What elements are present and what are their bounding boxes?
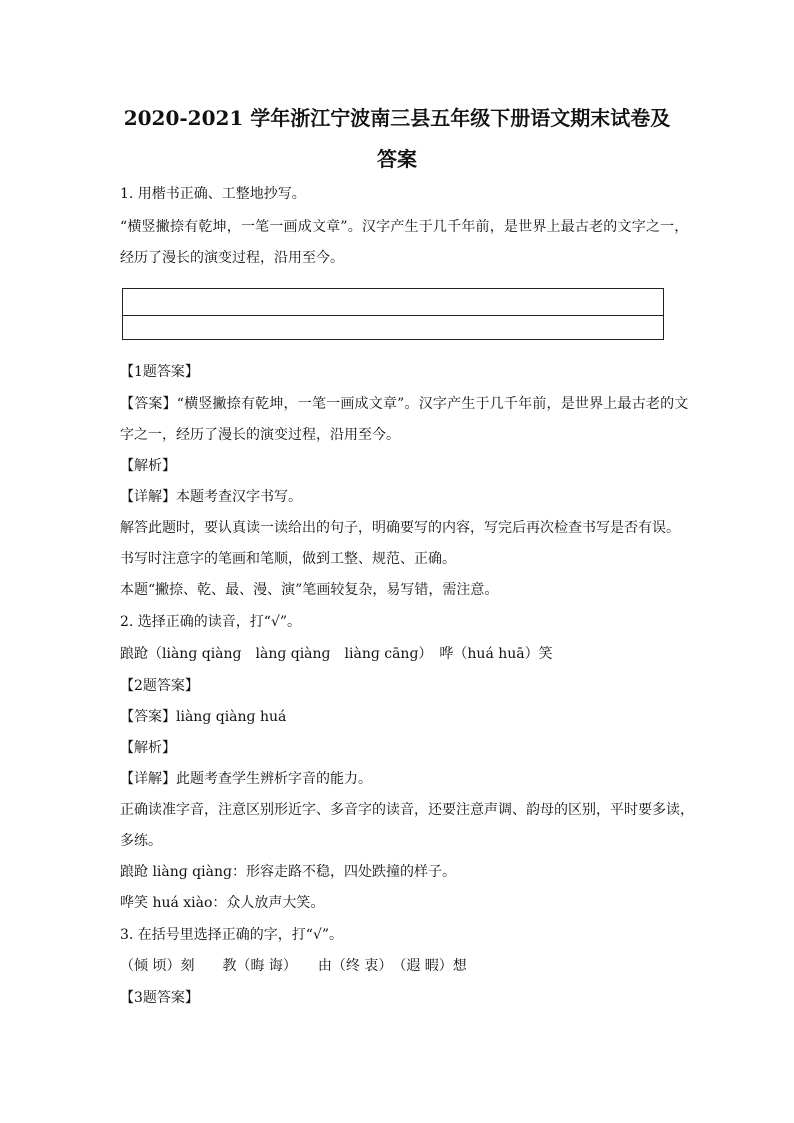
q1-explanation-2: 书写时注意字的笔画和笔顺，做到工整、规范、正确。: [120, 551, 456, 567]
q1-explanation-1: 解答此题时，要认真读一读给出的句子，明确要写的内容，写完后再次检查书写是否有误。: [120, 520, 680, 536]
q2-explanation-4: 哗笑 huá xiào：众人放声大笑。: [120, 895, 325, 911]
q2-answer-header: 【2题答案】: [120, 678, 199, 694]
q2-answer: 【答案】liànɡ qiànɡ huá: [120, 709, 287, 725]
q3-options: （倾 顷）刻 教（晦 诲） 由（终 衷） （遐 暇）想: [120, 958, 467, 974]
q2-options: 踉跄（liànɡ qiànɡ lànɡ qiànɡ liànɡ cānɡ） 哗（huá huā）笑: [120, 646, 553, 662]
q2-explanation-3: 踉跄 liànɡ qiànɡ：形容走路不稳，四处跌撞的样子。: [120, 864, 456, 880]
q2-analysis-label: 【解析】: [120, 740, 176, 756]
q1-answer-line1: 【答案】“横竖撇捺有乾坤，一笔一画成文章”。汉字产生于几千年前，是世界上最古老的文: [120, 396, 689, 412]
handwriting-box[interactable]: [122, 288, 664, 340]
q1-text-line1: “横竖撇捺有乾坤，一笔一画成文章”。汉字产生于几千年前，是世界上最古老的文字之一，: [120, 219, 689, 235]
q1-explanation-3: 本题“撇捺、乾、最、漫、演”笔画较复杂，易写错，需注意。: [120, 582, 499, 598]
q3-answer-header: 【3题答案】: [120, 990, 199, 1006]
q1-answer-header: 【1题答案】: [120, 364, 199, 380]
q2-explanation-2: 多练。: [120, 833, 162, 849]
document-title-line2: 答案: [377, 147, 417, 171]
q2-question: 2. 选择正确的读音，打“√”。: [120, 614, 302, 630]
q2-detail: 【详解】此题考查学生辨析字音的能力。: [120, 771, 372, 787]
q1-question: 1. 用楷书正确、工整地抄写。: [120, 186, 306, 202]
document-title-line1: 2020-2021 学年浙江宁波南三县五年级下册语文期末试卷及: [123, 106, 671, 130]
handwriting-box-divider: [123, 315, 663, 316]
q1-answer-line2: 字之一，经历了漫长的演变过程，沿用至今。: [120, 427, 400, 443]
q1-analysis-label: 【解析】: [120, 458, 176, 474]
q2-explanation-1: 正确读准字音，注意区别形近字、多音字的读音，还要注意声调、韵母的区别，平时要多读，: [120, 802, 694, 818]
q1-detail: 【详解】本题考查汉字书写。: [120, 489, 302, 505]
q3-question: 3. 在括号里选择正确的字，打“√”。: [120, 927, 344, 943]
q1-text-line2: 经历了漫长的演变过程，沿用至今。: [120, 250, 344, 266]
